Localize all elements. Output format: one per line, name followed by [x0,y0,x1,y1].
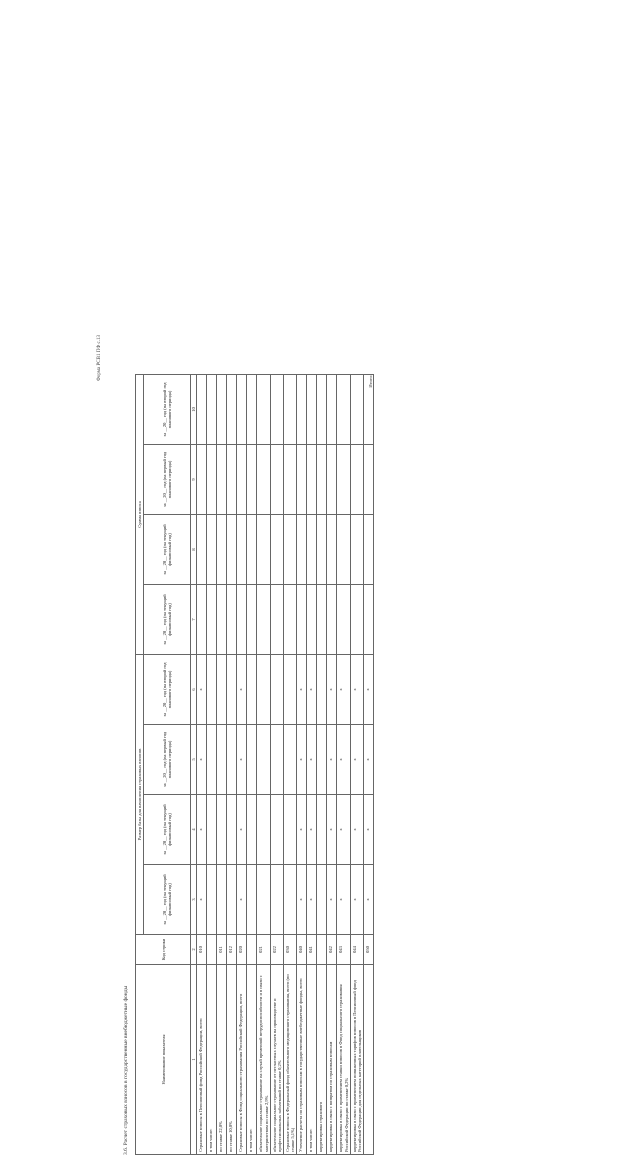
table-row [227,374,237,1154]
table-row [207,374,217,1154]
table-row [307,374,317,1154]
row-cell: х [197,795,207,865]
row-name: в том числе: [207,965,217,1155]
row-cell [197,374,207,444]
section-title: 3.6. Расчет страховых взносов в государственные внебюджетные фонды [123,985,129,1155]
row-cell [284,795,297,865]
row-cell [307,515,317,585]
row-cell: х [327,655,337,725]
row-name: в том числе: [307,965,317,1155]
row-cell [217,515,227,585]
row-cell [350,585,363,655]
row-cell [257,865,270,935]
row-cell [297,585,307,655]
row-name: по ставке 10,0% [227,965,237,1155]
row-cell [227,585,237,655]
row-cell: х [364,655,374,725]
row-cell [217,585,227,655]
row-cell: х [307,655,317,725]
row-cell: х [237,655,247,725]
row-cell [227,515,237,585]
row-cell: х [307,865,317,935]
row-cell: х [337,655,350,725]
row-code: 044 [350,935,363,965]
row-cell: х [197,865,207,935]
row-cell [364,445,374,515]
row-cell [270,445,283,515]
table-row [284,374,297,1154]
header-code: Код строки [136,935,191,965]
row-cell: х [307,725,317,795]
row-cell [270,865,283,935]
row-cell: х [364,795,374,865]
row-cell [257,515,270,585]
row-cell: х [297,795,307,865]
row-cell [317,725,327,795]
row-cell: х [327,865,337,935]
header-period-3: за __20__ год (на первый год планового периода) [144,725,191,795]
row-cell [257,795,270,865]
header-period-1: за __20__ год (на текущий финансовый год) [144,865,191,935]
row-cell [257,655,270,725]
row-cell [207,585,217,655]
row-cell [207,374,217,444]
row-cell [317,795,327,865]
row-code: 020 [237,935,247,965]
row-cell: х [197,725,207,795]
row-cell [227,374,237,444]
row-cell [337,374,350,444]
table-row [317,374,327,1154]
row-name [364,965,374,1155]
header-period-6: за __20__ год (на текущий финансовый год) [144,515,191,585]
column-number: 6 [191,655,197,725]
row-cell [207,445,217,515]
row-cell [270,374,283,444]
row-code: 010 [197,935,207,965]
row-cell [350,515,363,585]
row-cell [317,445,327,515]
row-name: Страховые взносы в Пенсионный фонд Российской Федерации, всего [197,965,207,1155]
table-row [364,374,374,1154]
row-cell [257,374,270,444]
table-body [197,374,374,1154]
row-cell [297,445,307,515]
row-cell [364,515,374,585]
row-name: Страховые взносы в Фонд социального страхования Российской Федерации, всего [237,965,247,1155]
header-period-4: за __20__ год (на второй год планового периода) [144,655,191,725]
row-cell [197,585,207,655]
row-cell [237,585,247,655]
row-cell [284,445,297,515]
row-cell [284,585,297,655]
row-cell [197,445,207,515]
row-cell [227,865,237,935]
row-cell: х [297,725,307,795]
column-number: 3 [191,865,197,935]
row-cell: х [297,865,307,935]
row-code: 030 [284,935,297,965]
row-cell [317,585,327,655]
row-name: корректировка в связи с применением ставки взносов в Фонд социального страхования Российской Федерации по ставке 0,2% [337,965,350,1155]
row-cell [284,374,297,444]
row-code: 042 [327,935,337,965]
row-code: 021 [257,935,270,965]
row-cell [297,374,307,444]
row-cell: х [297,655,307,725]
row-cell [257,725,270,795]
row-cell [270,655,283,725]
row-cell: х [327,725,337,795]
calculation-table [135,374,374,1155]
row-code [207,935,217,965]
row-cell [247,445,257,515]
row-cell [247,585,257,655]
row-name: обязательное социальное страхование от несчастных случаев на производстве и профессиональных заболеваний по ставке 0,2% [270,965,283,1155]
row-cell: х [364,725,374,795]
row-cell [247,374,257,444]
row-code: 022 [270,935,283,965]
table-row [327,374,337,1154]
row-cell [350,445,363,515]
table-row [257,374,270,1154]
row-cell: х [237,795,247,865]
row-name: корректировка в связи с применением пониженных тарифов взносов в Пенсионный фонд Российской Федерации для отдельных категорий плательщиков [350,965,363,1155]
row-cell [237,515,247,585]
row-cell [307,374,317,444]
row-cell [217,445,227,515]
column-number: 8 [191,515,197,585]
row-cell [257,445,270,515]
row-cell [284,515,297,585]
row-cell [284,725,297,795]
row-cell [227,655,237,725]
table-row [350,374,363,1154]
row-cell: х [337,795,350,865]
row-cell [247,795,257,865]
row-cell [207,725,217,795]
row-cell [237,374,247,444]
row-cell: х [364,865,374,935]
row-cell: х [337,725,350,795]
header-name: Наименование показателя [136,965,191,1155]
row-code: 040 [297,935,307,965]
row-cell: х [350,725,363,795]
row-code: 043 [337,935,350,965]
row-cell [247,865,257,935]
row-cell [257,585,270,655]
header-period-7: за __20__ год (на первый год планового периода) [144,445,191,515]
row-code: 050 [364,935,374,965]
row-cell [227,445,237,515]
table-row [270,374,283,1154]
row-cell [337,585,350,655]
row-cell [317,865,327,935]
row-cell: х [350,865,363,935]
row-code: 011 [217,935,227,965]
table-row [247,374,257,1154]
row-cell: х [350,655,363,725]
table-row [197,374,207,1154]
row-cell [270,725,283,795]
row-cell [207,865,217,935]
row-cell [217,795,227,865]
column-number: 10 [191,374,197,444]
column-number: 5 [191,725,197,795]
row-cell [270,515,283,585]
rotated-form [97,335,373,1155]
row-cell [247,655,257,725]
row-cell [207,795,217,865]
row-code: 041 [307,935,317,965]
header-period-2: за __20__ год (на текущий финансовый год) [144,795,191,865]
row-cell [207,655,217,725]
row-cell [317,655,327,725]
row-cell [284,865,297,935]
row-cell [317,374,327,444]
row-cell: х [197,655,207,725]
row-code [317,935,327,965]
totals-label: Итого: [368,375,373,388]
header-period-5: за __20__ год (на текущий финансовый год) [144,585,191,655]
row-cell [364,585,374,655]
row-cell: х [350,795,363,865]
header-sum-group: Сумма взноса [136,374,144,654]
row-cell [227,725,237,795]
row-name: в том числе: [247,965,257,1155]
row-name: корректировка страхового [317,965,327,1155]
column-number: 9 [191,445,197,515]
row-cell [270,795,283,865]
row-cell [297,515,307,585]
row-cell [217,865,227,935]
row-cell [327,374,337,444]
row-cell: х [307,795,317,865]
row-cell [307,445,317,515]
column-number: 7 [191,585,197,655]
row-cell [197,515,207,585]
row-cell [227,795,237,865]
row-cell [317,515,327,585]
row-cell: х [237,865,247,935]
row-cell [307,585,317,655]
table-row [217,374,227,1154]
row-name: корректировка в связи с возвратом по страховым взносам [327,965,337,1155]
row-name: по ставке 22,0% [217,965,227,1155]
row-cell [217,725,227,795]
row-name: обязательное социальное страхование на случай временной нетрудоспособности и в связи с материнством по ставке 2,9% [257,965,270,1155]
row-cell [247,515,257,585]
row-cell [284,655,297,725]
row-cell [350,374,363,444]
row-cell [237,445,247,515]
header-period-8: за __20__ год (на второй год планового периода) [144,374,191,444]
row-cell [327,515,337,585]
row-cell [337,515,350,585]
row-cell [217,374,227,444]
row-cell [207,515,217,585]
row-cell [327,585,337,655]
row-name: Страховые взносы в Федеральный фонд обязательного медицинского страхования, всего (по ставке 5,1%) [284,965,297,1155]
row-cell [270,585,283,655]
row-code: 012 [227,935,237,965]
row-cell [247,725,257,795]
header-base-group: Размер базы для начисления страховых взносов [136,655,144,935]
row-cell: х [327,795,337,865]
row-cell: х [337,865,350,935]
row-cell [327,445,337,515]
row-code [247,935,257,965]
table-row [297,374,307,1154]
column-number: 2 [191,935,197,965]
column-number: 4 [191,795,197,865]
row-name: Уточнение расчета по страховым взносам в государственные внебюджетные фонды, всего [297,965,307,1155]
table-row [337,374,350,1154]
column-number: 1 [191,965,197,1155]
form-number: Форма РСВ1 ПФ с.13 [97,335,102,382]
row-cell: х [237,725,247,795]
row-cell [217,655,227,725]
table-row [237,374,247,1154]
row-cell [337,445,350,515]
